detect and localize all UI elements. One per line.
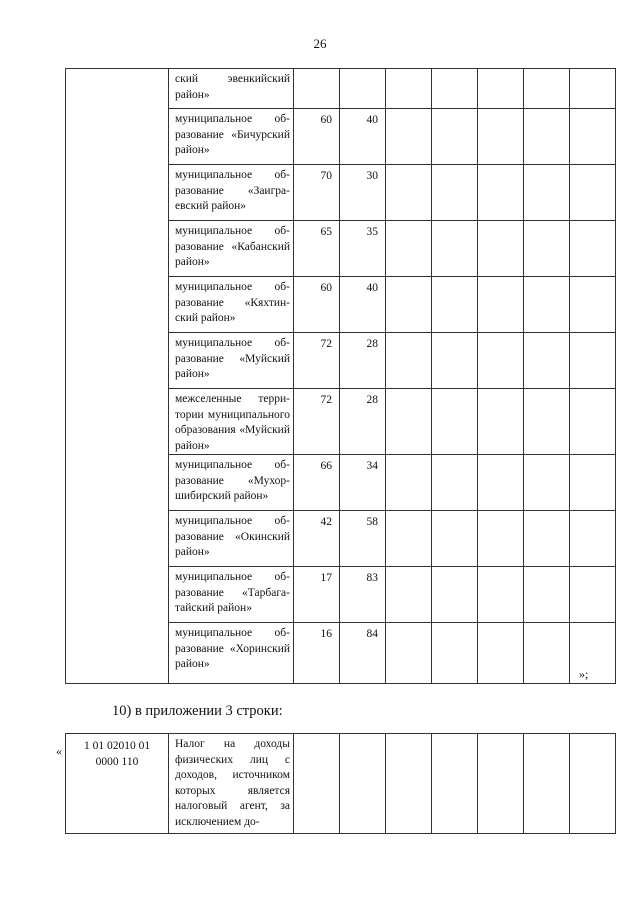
share-value-cell: 65 xyxy=(294,221,340,277)
table-row xyxy=(66,69,616,109)
municipality-name-cell: межселенные территории муниципального образования «Муйский район» xyxy=(169,389,294,455)
empty-cell xyxy=(294,734,340,834)
distribution-table-body xyxy=(66,69,616,684)
empty-cell xyxy=(386,511,432,567)
empty-cell xyxy=(432,455,478,511)
empty-cell xyxy=(478,455,524,511)
empty-cell xyxy=(478,567,524,623)
share-value-cell: 70 xyxy=(294,165,340,221)
empty-cell xyxy=(478,69,524,109)
share-complement-cell: 28 xyxy=(340,389,386,455)
empty-cell xyxy=(524,623,570,684)
share-complement-cell: 83 xyxy=(340,567,386,623)
empty-cell xyxy=(524,69,570,109)
empty-cell xyxy=(570,734,616,834)
share-complement-cell: 84 xyxy=(340,623,386,684)
empty-cell xyxy=(478,277,524,333)
page-number: 26 xyxy=(313,36,327,51)
municipality-name-cell: муниципальное образование «Хоринский район» xyxy=(169,623,294,684)
municipality-name-cell: ский эвенкийский район» xyxy=(169,69,294,109)
empty-cell xyxy=(386,277,432,333)
empty-cell xyxy=(432,567,478,623)
income-name-cell: Налог на доходы физических лиц с доходов, источником которых является налоговый агент, за исключением до- xyxy=(169,734,294,834)
empty-cell xyxy=(570,333,616,389)
empty-cell xyxy=(524,221,570,277)
share-complement-cell: 34 xyxy=(340,455,386,511)
empty-cell xyxy=(386,734,432,834)
empty-cell xyxy=(524,455,570,511)
empty-cell xyxy=(570,511,616,567)
municipality-name-cell: муниципальное образование «Окинский район» xyxy=(169,511,294,567)
empty-cell xyxy=(524,165,570,221)
empty-cell xyxy=(432,165,478,221)
share-complement-cell xyxy=(340,69,386,109)
empty-cell xyxy=(570,165,616,221)
empty-cell xyxy=(432,511,478,567)
empty-cell xyxy=(432,221,478,277)
share-value-cell: 17 xyxy=(294,567,340,623)
empty-cell xyxy=(386,389,432,455)
empty-cell xyxy=(570,221,616,277)
empty-cell xyxy=(478,389,524,455)
empty-cell xyxy=(386,221,432,277)
appendix-3-table xyxy=(65,733,616,834)
empty-cell xyxy=(432,734,478,834)
empty-cell xyxy=(570,389,616,455)
share-complement-cell: 40 xyxy=(340,109,386,165)
share-complement-cell: 30 xyxy=(340,165,386,221)
section-heading: 10) в приложении 3 строки: xyxy=(112,703,283,719)
share-value-cell: 60 xyxy=(294,277,340,333)
share-complement-cell: 28 xyxy=(340,333,386,389)
empty-cell xyxy=(386,69,432,109)
budget-code-cell: 1 01 02010 01 0000 110 xyxy=(66,734,169,834)
municipality-name-cell: муниципальное образование «Кяхтинский район» xyxy=(169,277,294,333)
empty-cell xyxy=(570,455,616,511)
share-complement-cell: 58 xyxy=(340,511,386,567)
table-row xyxy=(66,734,616,834)
share-value-cell xyxy=(294,69,340,109)
share-value-cell: 66 xyxy=(294,455,340,511)
share-complement-cell: 35 xyxy=(340,221,386,277)
share-value-cell: 60 xyxy=(294,109,340,165)
empty-cell xyxy=(386,109,432,165)
empty-cell xyxy=(478,511,524,567)
share-value-cell: 72 xyxy=(294,333,340,389)
empty-cell xyxy=(478,333,524,389)
empty-cell xyxy=(524,511,570,567)
municipality-name-cell: муниципальное образование «Кабанский район» xyxy=(169,221,294,277)
merged-code-cell xyxy=(66,69,169,684)
empty-cell xyxy=(478,165,524,221)
share-value-cell: 42 xyxy=(294,511,340,567)
municipality-name-cell: муниципальное образование «Бичурский район» xyxy=(169,109,294,165)
empty-cell xyxy=(478,221,524,277)
empty-cell xyxy=(340,734,386,834)
empty-cell xyxy=(524,567,570,623)
share-complement-cell: 40 xyxy=(340,277,386,333)
share-value-cell: 72 xyxy=(294,389,340,455)
empty-cell xyxy=(570,623,616,684)
empty-cell xyxy=(432,623,478,684)
municipality-name-cell: муниципальное образование «Мухоршибирский район» xyxy=(169,455,294,511)
municipality-name-cell: муниципальное образование «Тарбагатайский район» xyxy=(169,567,294,623)
municipality-name-cell: муниципальное образование «Заиграевский район» xyxy=(169,165,294,221)
empty-cell xyxy=(524,109,570,165)
empty-cell xyxy=(570,109,616,165)
empty-cell xyxy=(386,455,432,511)
empty-cell xyxy=(432,109,478,165)
distribution-table xyxy=(65,68,616,684)
empty-cell xyxy=(524,734,570,834)
municipality-name-cell: муниципальное образование «Муйский район» xyxy=(169,333,294,389)
empty-cell xyxy=(524,277,570,333)
empty-cell xyxy=(570,567,616,623)
empty-cell xyxy=(432,333,478,389)
empty-cell xyxy=(432,389,478,455)
empty-cell xyxy=(386,567,432,623)
empty-cell xyxy=(478,109,524,165)
share-value-cell: 16 xyxy=(294,623,340,684)
empty-cell xyxy=(570,69,616,109)
empty-cell xyxy=(432,277,478,333)
empty-cell xyxy=(478,623,524,684)
empty-cell xyxy=(570,277,616,333)
opening-quote: « xyxy=(56,744,62,758)
empty-cell xyxy=(386,623,432,684)
empty-cell xyxy=(478,734,524,834)
empty-cell xyxy=(432,69,478,109)
empty-cell xyxy=(524,333,570,389)
empty-cell xyxy=(386,165,432,221)
closing-quote: »; xyxy=(579,667,589,681)
empty-cell xyxy=(386,333,432,389)
empty-cell xyxy=(524,389,570,455)
